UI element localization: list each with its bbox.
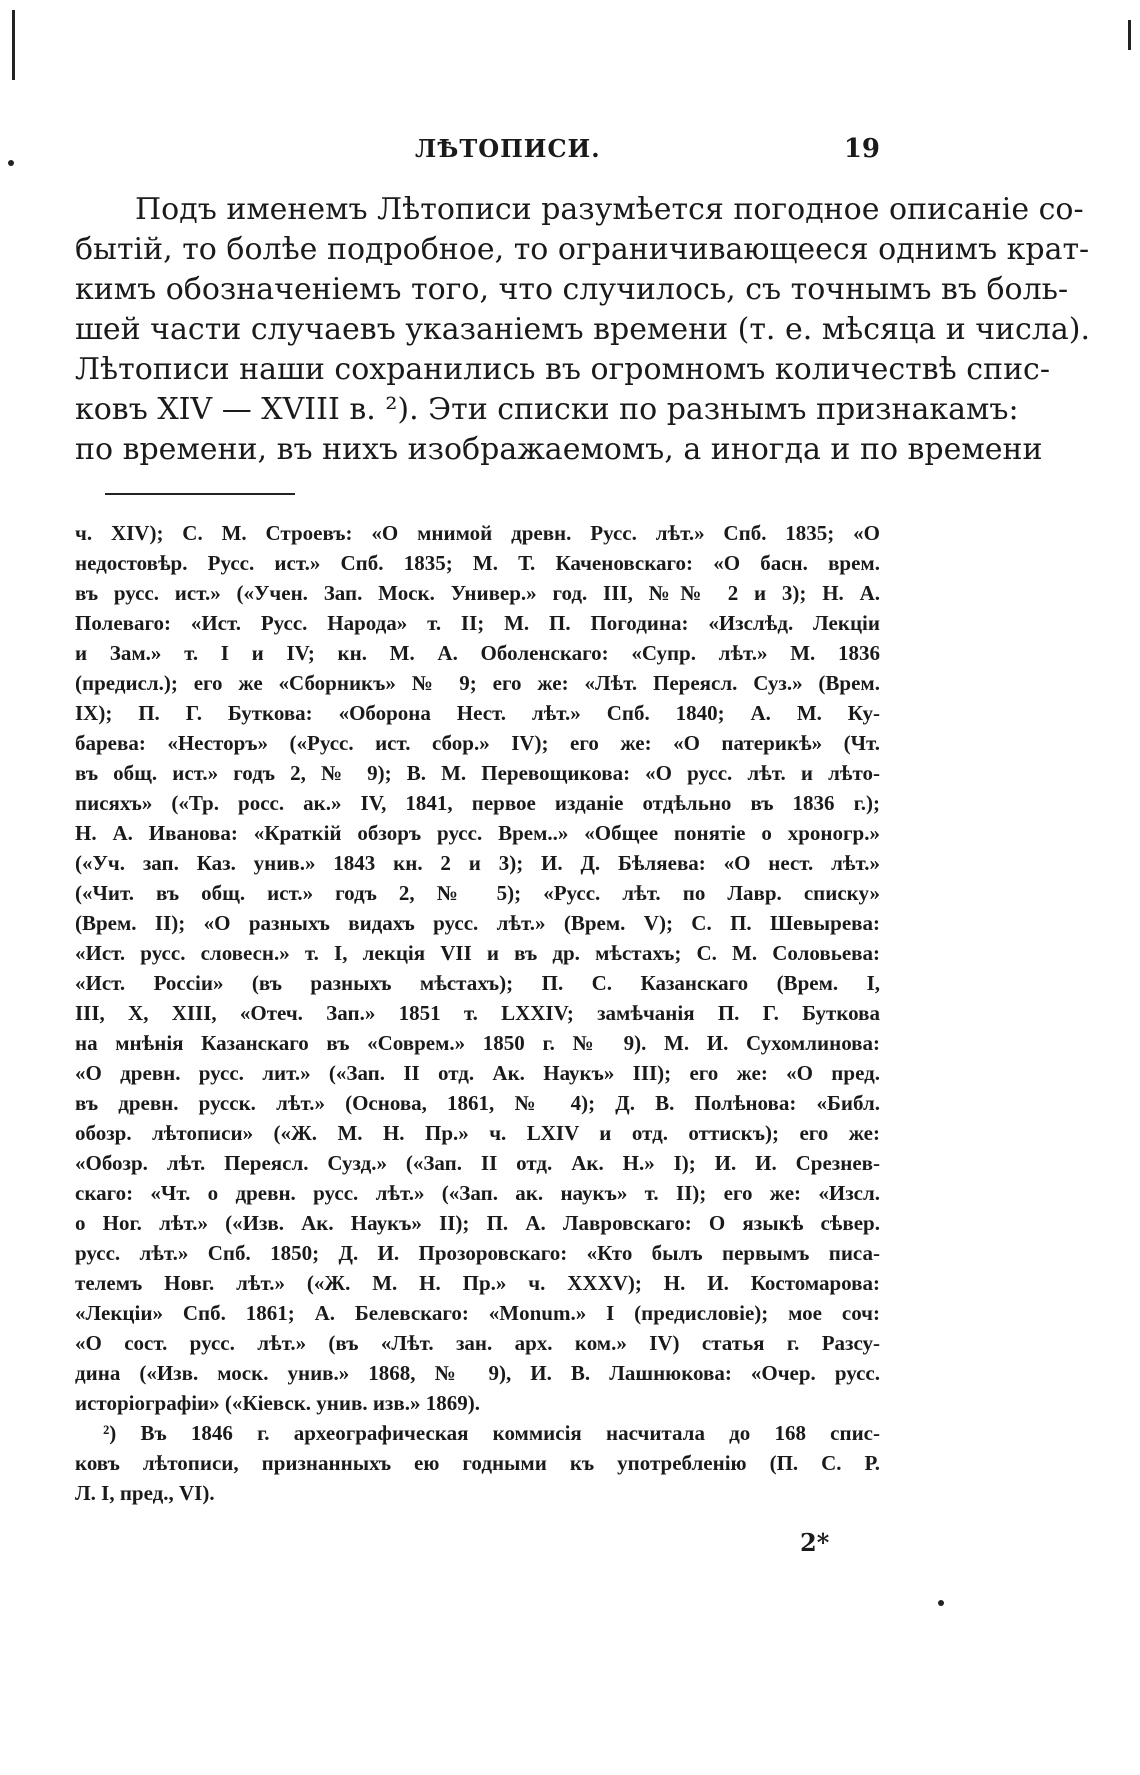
footnote-line: «О сост. русс. лѣт.» (въ «Лѣт. зан. арх. ком.» IV) статья г. Разсу- [75,1331,880,1355]
footnote-line: о Ног. лѣт.» («Изв. Ак. Наукъ» II); П. А. Лавровскаго: О языкѣ сѣвер. [75,1211,880,1235]
footnote-line: («Уч. зап. Каз. унив.» 1843 кн. 2 и 3); И. Д. Бѣляева: «О нест. лѣт.» [75,851,880,875]
margin-dot [938,1600,944,1606]
footnote-line: обозр. лѣтописи» («Ж. М. Н. Пр.» ч. LXIV и отд. оттискъ); его же: [75,1121,880,1145]
text-line: ковъ XIV — XVIII в. ²). Эти списки по разнымъ признакамъ: [75,392,1019,427]
footnote-line: и Зам.» т. I и IV; кн. М. А. Оболенскаго: «Супр. лѣт.» М. 1836 [75,641,880,665]
text-line: шей части случаевъ указаніемъ времени (т. е. мѣсяца и числа). [75,312,1091,347]
footnote-line: скаго: «Чт. о древн. русс. лѣт.» («Зап. ак. наукъ» т. II); его же: «Изсл. [75,1181,880,1205]
text-line: по времени, въ нихъ изображаемомъ, а иногда и по времени [75,432,1043,467]
footnote-line: ч. XIV); С. М. Строевъ: «О мнимой древн. Русс. лѣт.» Спб. 1835; «О [75,521,880,545]
page-header [75,134,880,174]
footnote-line: Л. I, пред., VI). [75,1481,215,1505]
footnote-continued [75,518,880,1418]
footnote-line: недостовѣр. Русс. ист.» Спб. 1835; М. Т. Каченовскаго: «О басн. врем. [75,551,880,575]
footnote-line: писяхъ» («Тр. росс. ак.» IV, 1841, первое изданіе отдѣльно въ 1836 г.); [75,791,880,815]
footnote-line: (предисл.); его же «Сборникъ» № 9; его же: «Лѣт. Переясл. Суз.» (Врем. [75,671,880,695]
footnote-line: дина («Изв. моск. унив.» 1868, № 9), И. В. Лашнюкова: «Очер. русс. [75,1361,880,1385]
footnote-line: «Обозр. лѣт. Переясл. Сузд.» («Зап. II отд. Ак. Н.» I); И. И. Срезнев- [75,1151,880,1175]
footnote-line: Полеваго: «Ист. Русс. Народа» т. II; М. П. Погодина: «Изслѣд. Лекціи [75,611,880,635]
footnote-line: телемъ Новг. лѣт.» («Ж. М. Н. Пр.» ч. XXXV); Н. И. Костомарова: [75,1271,880,1295]
margin-line [12,10,15,80]
footnote-line: «Лекціи» Спб. 1861; А. Белевскаго: «Monum.» I (предисловіе); мое соч: [75,1301,880,1325]
text-line: кимъ обозначеніемъ того, что случилось, съ точнымъ въ боль- [75,272,1069,307]
footnote-line: въ русс. ист.» («Учен. Зап. Моск. Универ.» год. III, №№ 2 и 3); Н. А. [75,581,880,605]
footnote-line: въ древн. русск. лѣт.» (Основа, 1861, № 4); Д. В. Полѣнова: «Библ. [75,1091,880,1115]
footnote-line: «Ист. Россіи» (въ разныхъ мѣстахъ); П. С. Казанскаго (Врем. I, [75,971,880,995]
margin-dot [8,160,14,166]
page-number: 19 [843,134,880,164]
footnote-line: III, X, XIII, «Отеч. Зап.» 1851 т. LXXIV; замѣчанія П. Г. Буткова [75,1001,880,1025]
footnote-line: IX); П. Г. Буткова: «Оборона Нест. лѣт.» Спб. 1840; А. М. Ку- [75,701,880,725]
text-line: Подъ именемъ Лѣтописи разумѣется погодное описаніе со- [135,192,1084,227]
footnote-line: «О древн. русс. лит.» («Зап. II отд. Ак. Наукъ» III); его же: «О пред. [75,1061,880,1085]
footnote-line: ковъ лѣтописи, признанныхъ ею годными къ употребленію (П. С. Р. [75,1451,880,1475]
footnote-line: русс. лѣт.» Спб. 1850; Д. И. Прозоровскаго: «Кто былъ первымъ писа- [75,1241,880,1265]
footnote-line: («Чит. въ общ. ист.» годъ 2, № 5); «Русс. лѣт. по Лавр. списку» [75,881,880,905]
text-line: Лѣтописи наши сохранились въ огромномъ количествѣ спис- [75,352,1050,387]
running-title: ЛѢТОПИСИ. [415,134,601,163]
footnote-line: исторіографіи» («Кіевск. унив. изв.» 1869). [75,1391,480,1415]
footnotes [75,518,880,1508]
text-line: бытій, то болѣе подробное, то ограничивающееся однимъ крат- [75,232,1090,267]
footnote-line: на мнѣнія Казанскаго въ «Соврем.» 1850 г. № 9). М. И. Сухомлинова: [75,1031,880,1055]
footnote-rule [105,493,295,495]
margin-line [1128,20,1131,50]
footnote-line: Н. А. Иванова: «Краткій обзоръ русс. Врем..» «Общее понятіе о хроногр.» [75,821,880,845]
footnote-line: «Ист. русс. словесн.» т. I, лекція VII и въ др. мѣстахъ; С. М. Соловьева: [75,941,880,965]
footnote-2 [75,1418,880,1508]
footnote-line: въ общ. ист.» годъ 2, № 9); В. М. Перевощикова: «О русс. лѣт. и лѣто- [75,761,880,785]
footnote-line: ²) Въ 1846 г. археографическая коммисія насчитала до 168 спис- [103,1421,880,1445]
footnote-line: барева: «Несторъ» («Русс. ист. сбор.» IV); его же: «О патерикѣ» (Чт. [75,731,880,755]
main-paragraph [75,190,1091,470]
footnote-line: (Врем. II); «О разныхъ видахъ русс. лѣт.» (Врем. V); С. П. Шевырева: [75,911,880,935]
signature-mark: 2* [800,1528,830,1557]
